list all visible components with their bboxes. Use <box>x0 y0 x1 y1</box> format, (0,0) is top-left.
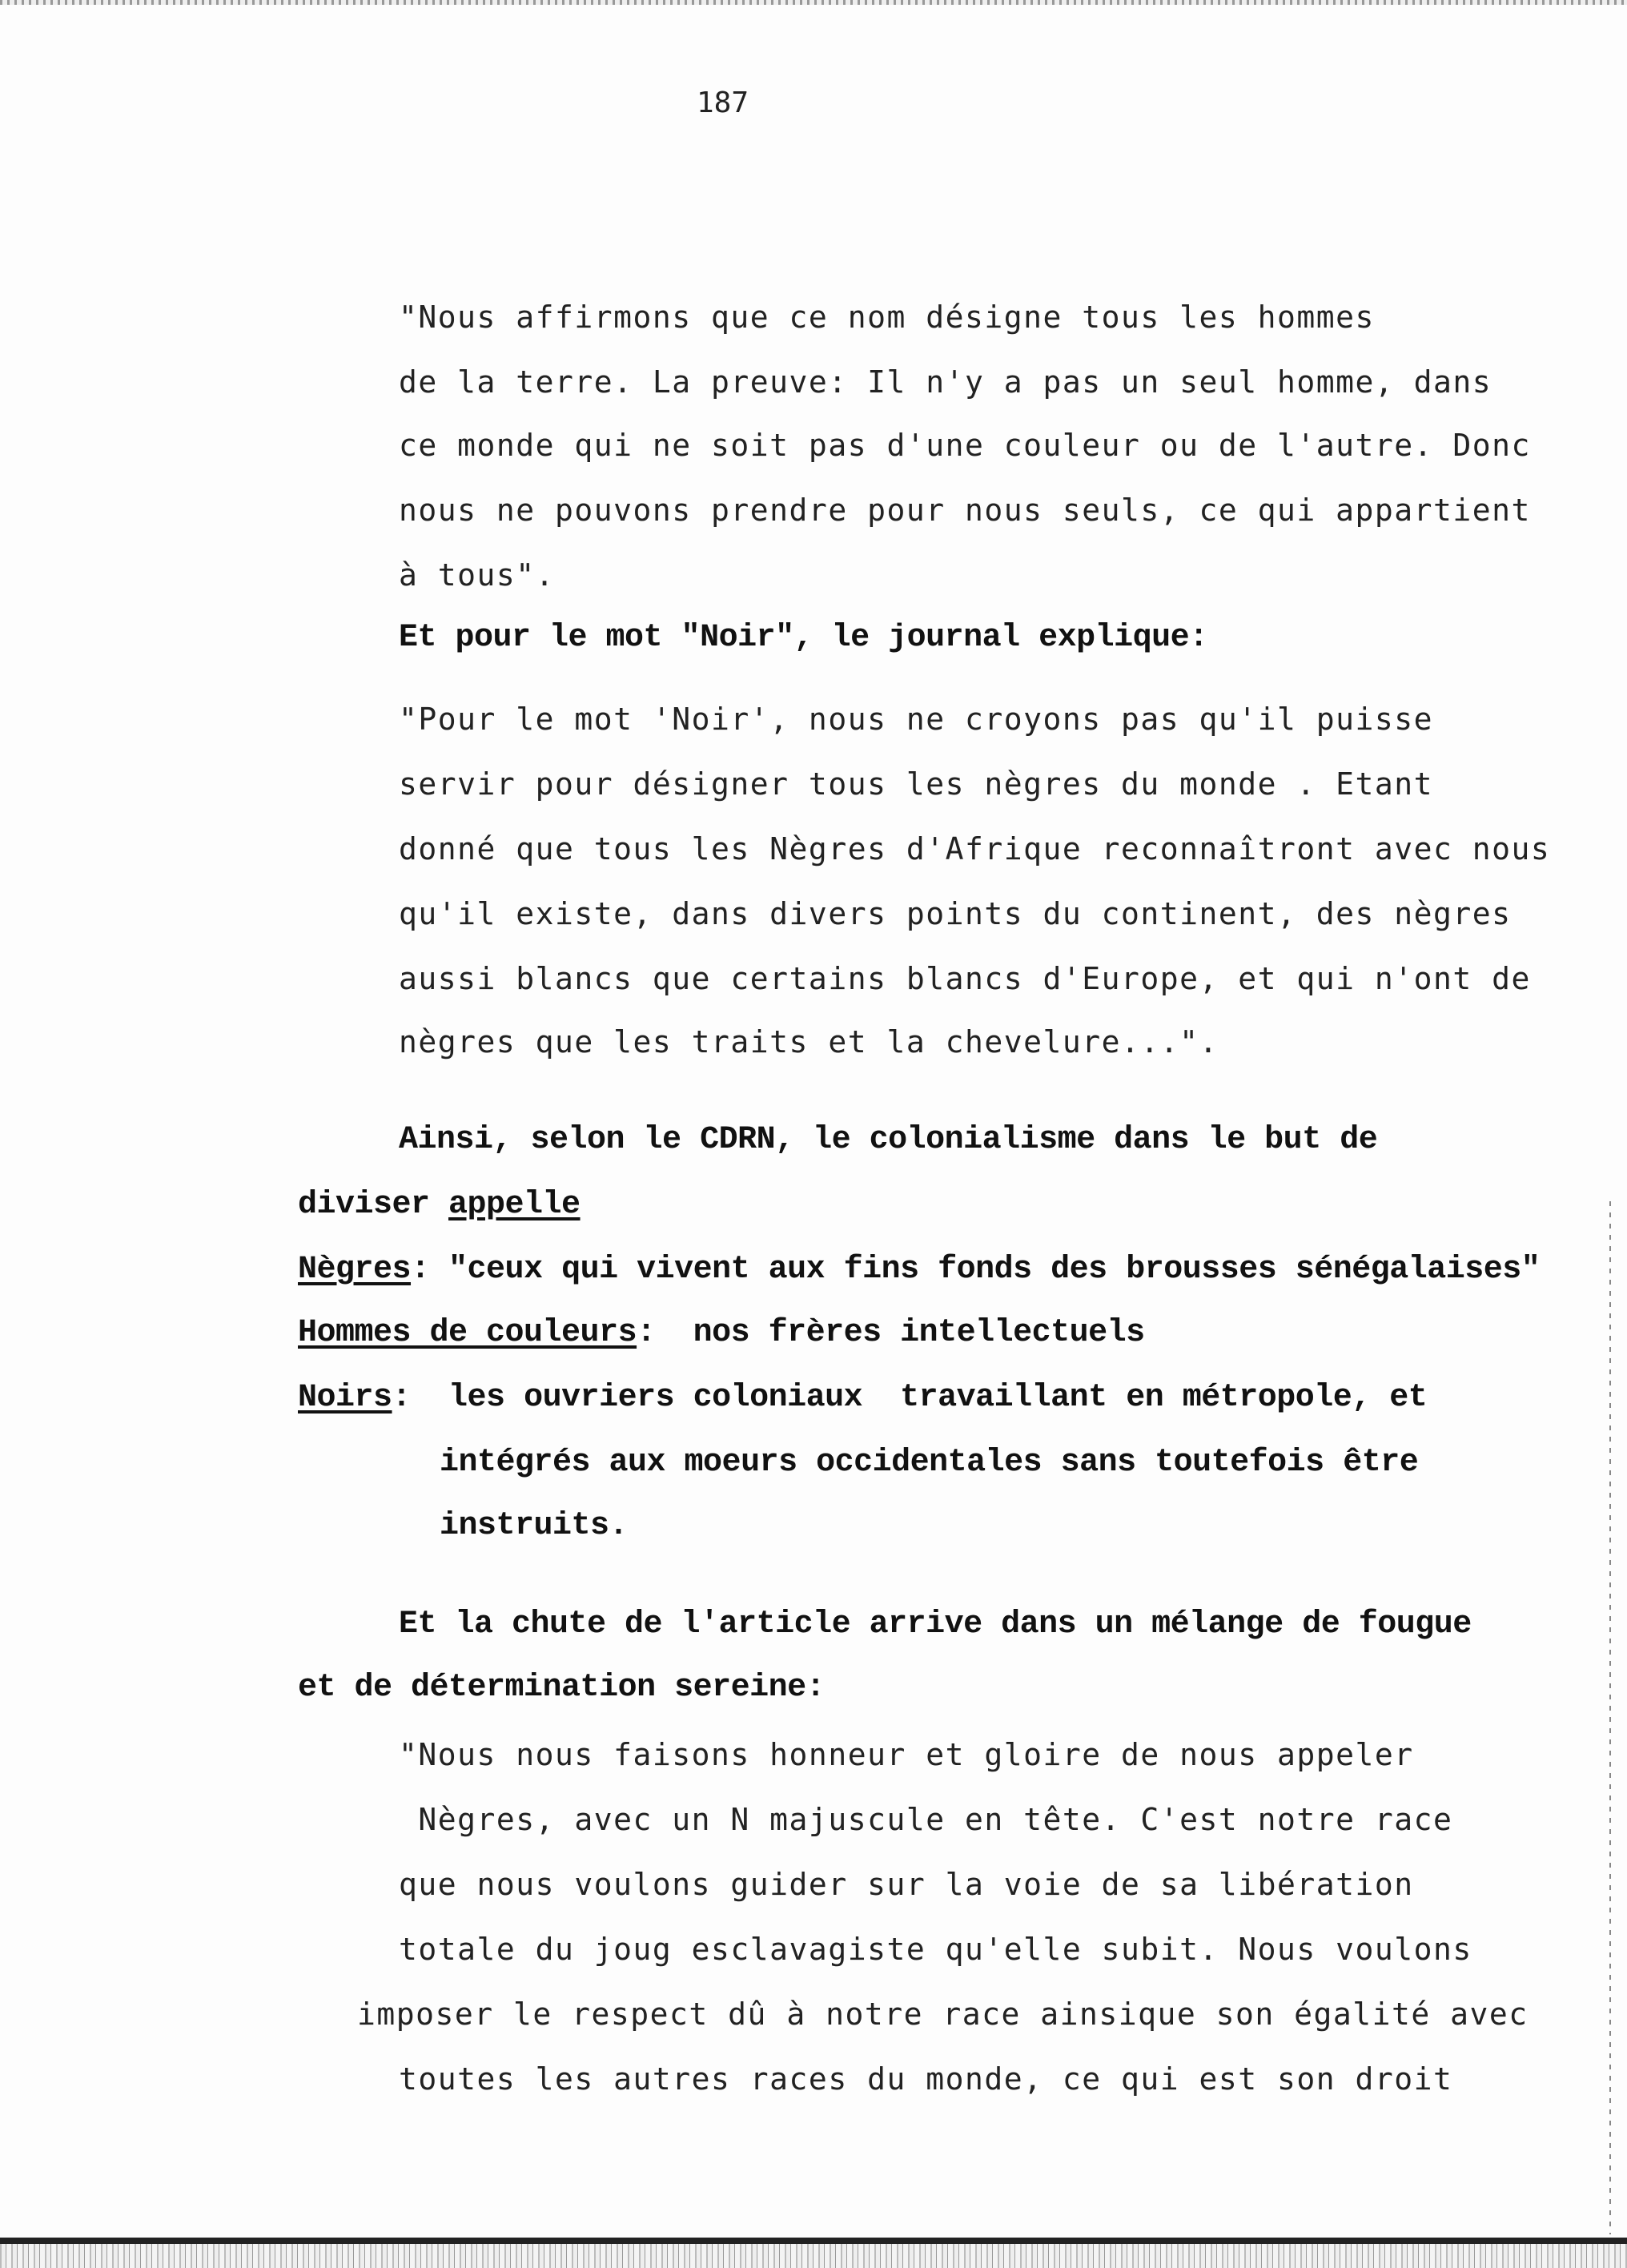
quote-line: imposer le respect dû à notre race ainsique son égalité avec <box>357 1997 1529 2032</box>
page-number: 187 <box>697 86 749 119</box>
quote-line: donné que tous les Nègres d'Afrique reconnaîtront avec nous <box>399 831 1551 867</box>
definition-text: nos frères intellectuels <box>693 1315 1145 1351</box>
separator: : <box>637 1315 693 1351</box>
definition-text: les ouvriers coloniaux travaillant en métropole, et <box>448 1380 1428 1416</box>
scan-bottom-rule <box>0 2238 1627 2244</box>
definition-continuation: intégrés aux moeurs occidentales sans toutefois être <box>440 1445 1419 1481</box>
quote-line: servir pour désigner tous les nègres du monde . Etant <box>399 766 1434 802</box>
definition-text: "ceux qui vivent aux fins fonds des brousses sénégalaises" <box>448 1252 1541 1288</box>
quote-line: "Pour le mot 'Noir', nous ne croyons pas qu'il puisse <box>399 702 1434 737</box>
quote-line: ce monde qui ne soit pas d'une couleur ou de l'autre. Donc <box>399 428 1531 463</box>
quote-line: à tous". <box>399 557 556 593</box>
quote-line: nous ne pouvons prendre pour nous seuls, ce qui appartient <box>399 493 1531 528</box>
paragraph-line <box>298 1186 580 1224</box>
quote-line: que nous voulons guider sur la voie de sa libération <box>399 1867 1414 1902</box>
definition-negres <box>298 1251 1540 1289</box>
quote-line: "Nous affirmons que ce nom désigne tous les hommes <box>399 300 1375 335</box>
paragraph-line: Et la chute de l'article arrive dans un mélange de fougue <box>399 1606 1472 1643</box>
quote-line: de la terre. La preuve: Il n'y a pas un seul homme, dans <box>399 364 1492 400</box>
definition-term: Nègres <box>298 1252 412 1288</box>
definition-noirs <box>298 1379 1427 1418</box>
paragraph-line: Ainsi, selon le CDRN, le colonialisme dans le but de <box>399 1122 1378 1158</box>
scan-right-edge <box>1609 1201 1611 2234</box>
underlined-word: appelle <box>448 1187 580 1223</box>
paragraph-line: et de détermination sereine: <box>298 1670 826 1706</box>
quote-line: toutes les autres races du monde, ce qui est son droit <box>399 2061 1453 2097</box>
scan-bottom-edge <box>0 2244 1627 2268</box>
separator: : <box>411 1252 449 1288</box>
quote-line: "Nous nous faisons honneur et gloire de nous appeler <box>399 1737 1414 1772</box>
quote-line: nègres que les traits et la chevelure...". <box>399 1024 1219 1060</box>
quote-line: totale du joug esclavagiste qu'elle subit. Nous voulons <box>399 1932 1472 1967</box>
quote-line: qu'il existe, dans divers points du continent, des nègres <box>399 896 1512 931</box>
quote-line: Nègres, avec un N majuscule en tête. C'est notre race <box>399 1802 1453 1837</box>
definition-term: Noirs <box>298 1380 392 1416</box>
text: diviser <box>298 1187 449 1223</box>
separator: : <box>392 1380 449 1416</box>
definition-term: Hommes de couleurs <box>298 1315 637 1351</box>
intro-line: Et pour le mot "Noir", le journal explique: <box>399 620 1208 656</box>
definition-continuation: instruits. <box>440 1508 629 1544</box>
scan-top-edge <box>0 0 1627 5</box>
quote-line: aussi blancs que certains blancs d'Europe, et qui n'ont de <box>399 961 1531 996</box>
definition-hommes-de-couleurs <box>298 1314 1145 1353</box>
